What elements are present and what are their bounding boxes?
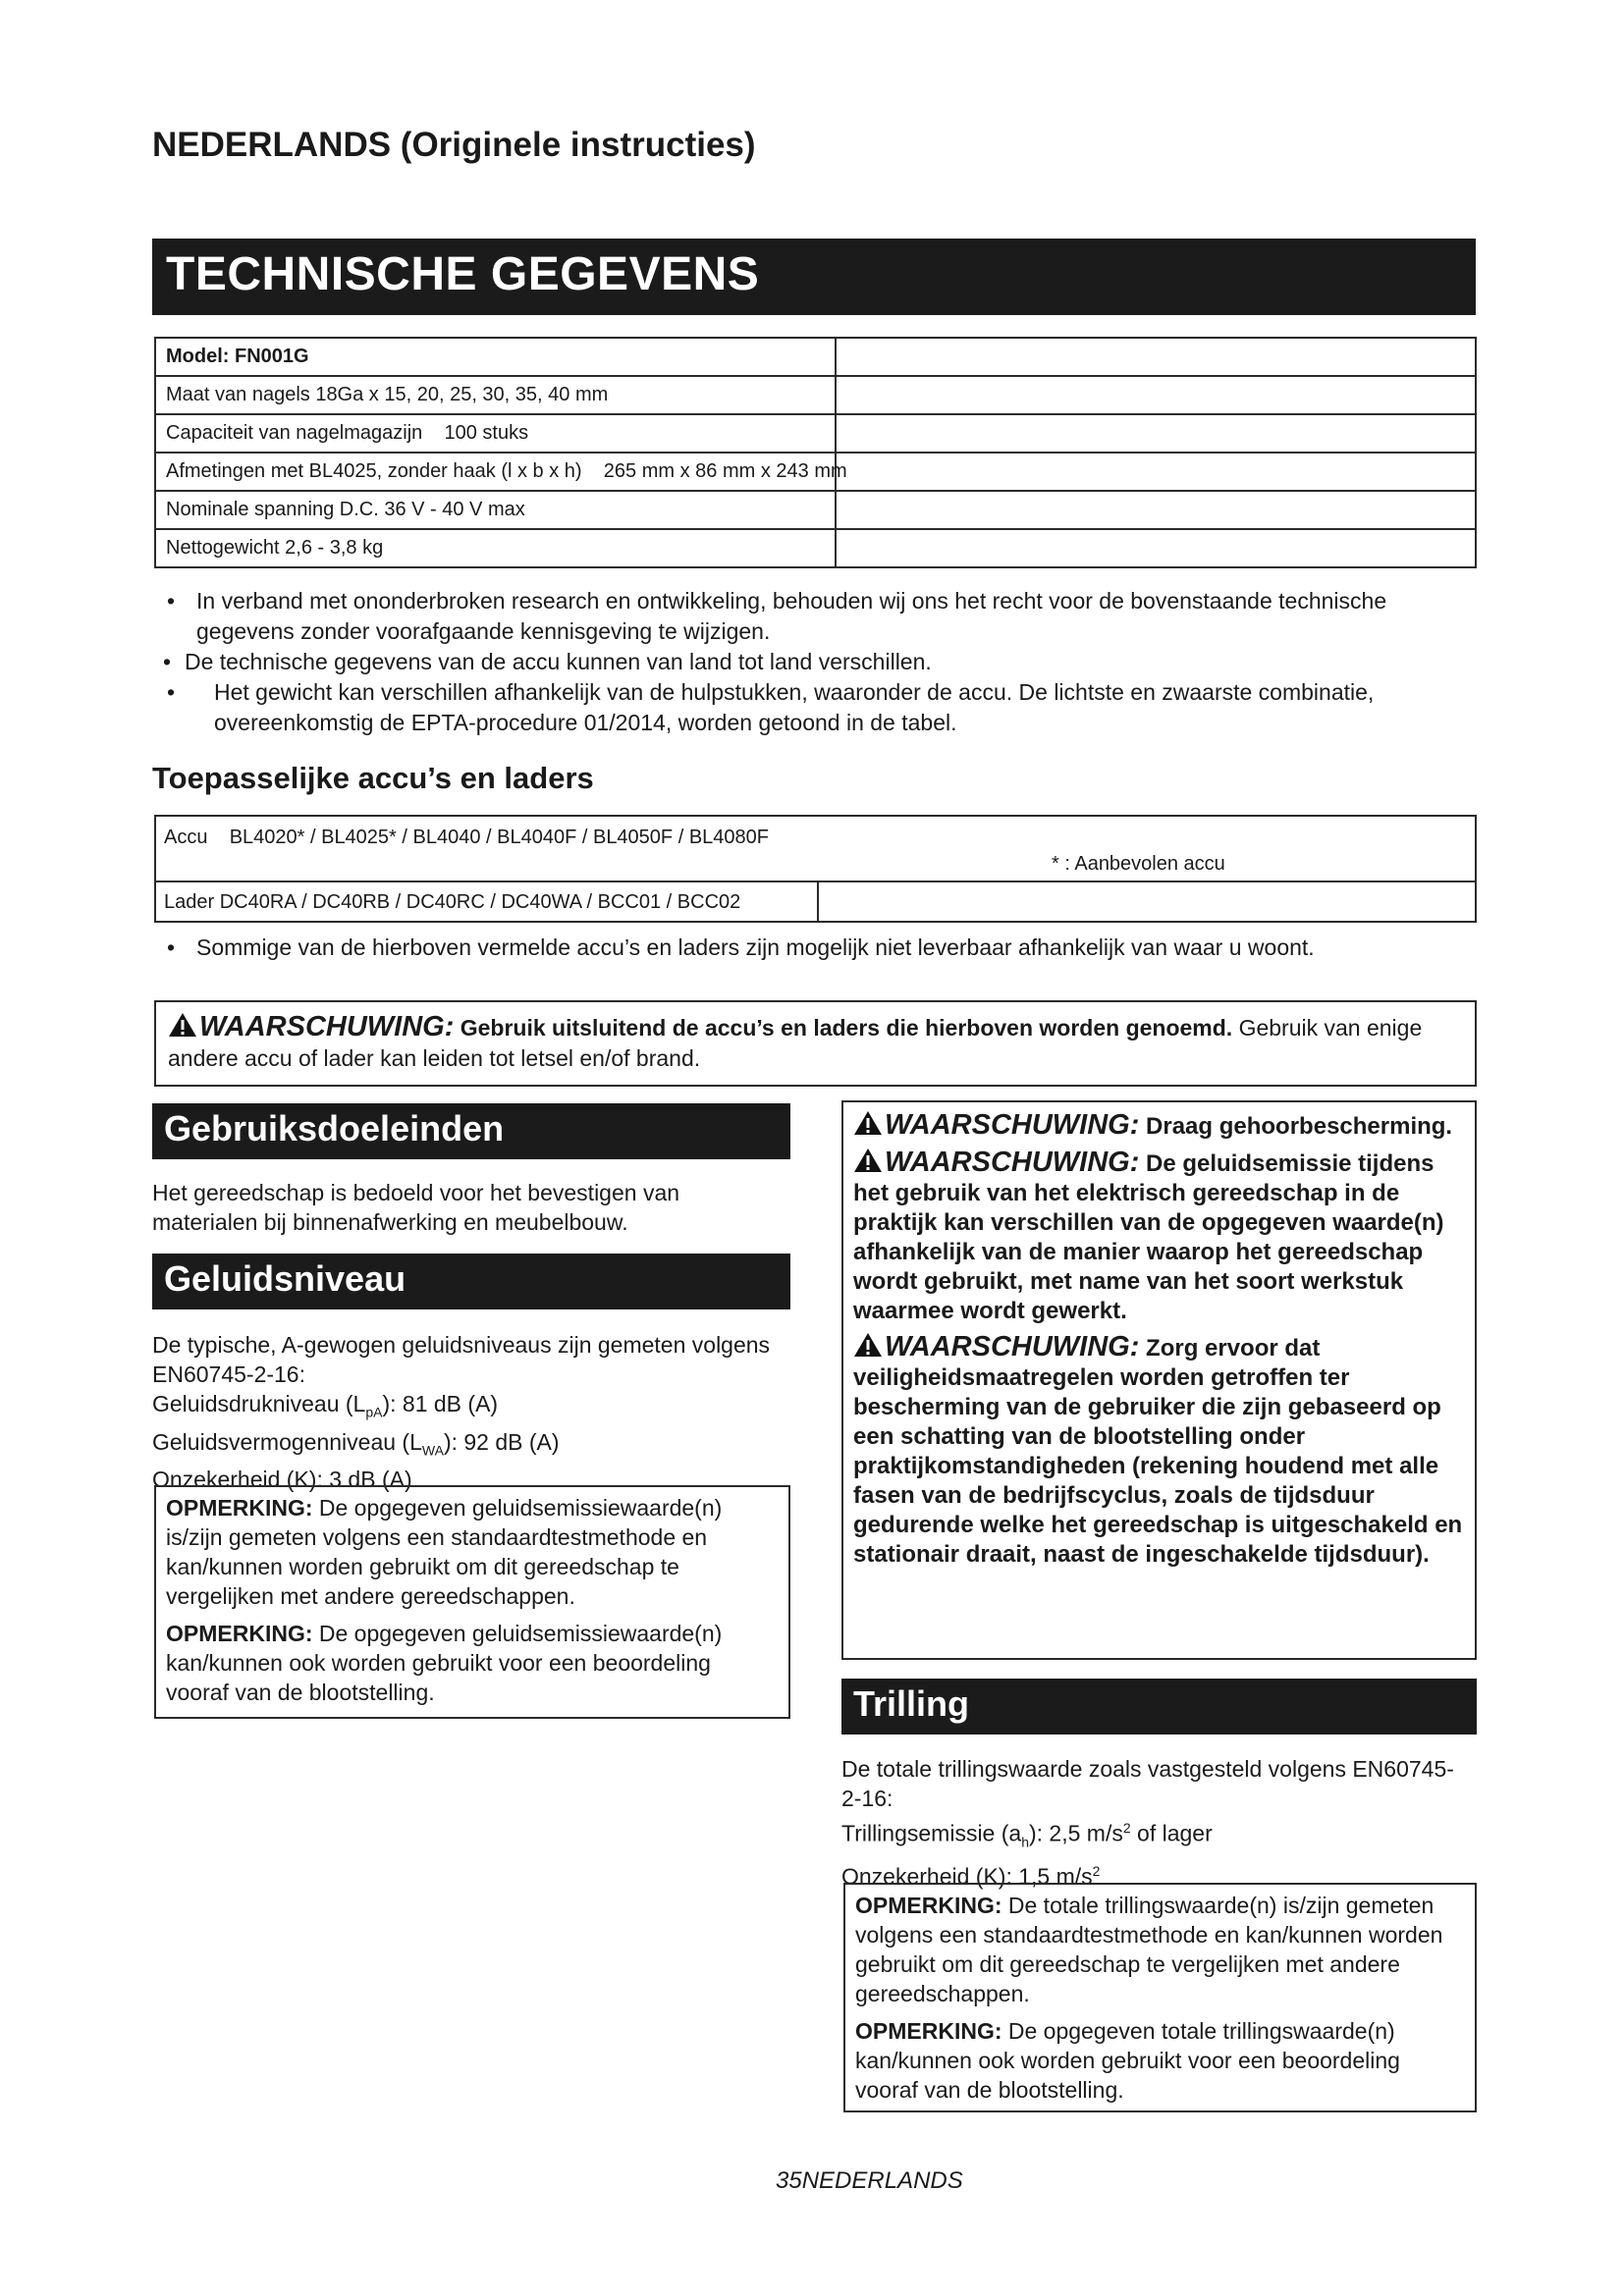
accu-row: Accu BL4020* / BL4025* / BL4040 / BL4040F / BL4050F / BL4080F <box>164 827 769 848</box>
warning-item: WAARSCHUWING: De geluidsemissie tijdens het gebruik van het elektrisch gereedschap in de praktijk kan verschillen van de opgegeven waarde(n) afhankelijk van de manier waarop het gereedschap wordt gebruikt, met name van het soort werkstuk waarmee wordt gewerkt. <box>853 1147 1444 1324</box>
warning-item: WAARSCHUWING: Zorg ervoor dat veiligheidsmaatregelen worden getroffen ter bescherming van de gebruiker die zijn gebaseerd op een schatting van de blootstelling onder praktijkomstandigheden (rekening houdend met alle fasen van de bedrijfscyclus, zoals de tijdsduur gedurende welke het gereedschap is uitgeschakeld en stationair draait, naast de ingeschakelde tijdsduur). <box>853 1331 1463 1568</box>
trilling-onzekerheid: Onzekerheid (K): 1,5 $m/s^2$ <box>841 1863 1101 1890</box>
warning-text: Gebruik van enige andere accu of lader kan leiden tot letsel en/of brand. <box>168 1015 1423 1071</box>
language-title: NEDERLANDS (Originele instructies) <box>152 126 756 164</box>
warning-icon <box>853 1332 883 1358</box>
geluid-banner: Geluidsniveau <box>152 1254 790 1309</box>
spec-notes <box>163 586 1473 738</box>
geluid-druk: Geluidsdrukniveau $(L_{pA})$: 81 dB (A) <box>152 1391 499 1420</box>
spec-cell: Capaciteit van nagelmagazijn 100 stuks <box>155 414 836 453</box>
lader-row: Lader DC40RA / DC40RB / DC40RC / DC40WA / BCC01 / BCC02 <box>164 891 741 913</box>
geluid-onzekerheid: Onzekerheid (K): 3 dB (A) <box>152 1467 412 1493</box>
noise-warnings-box <box>841 1100 1477 1660</box>
geluid-values <box>152 1330 781 1494</box>
geluid-vermogen: Geluidsvermogenniveau $(L_{WA})$: 92 dB (A) <box>152 1428 560 1459</box>
gebruik-text: Het gereedschap is bedoeld voor het bevestigen van materialen bij binnenafwerking en meubelbouw. <box>152 1180 680 1235</box>
spec-cell: Nominale spanning D.C. 36 V - 40 V max <box>155 491 836 529</box>
spec-model: Model: FN001G <box>155 338 836 376</box>
battery-table <box>154 815 1477 923</box>
page-footer: 35NEDERLANDS <box>776 2167 963 2194</box>
table-row <box>155 338 1476 376</box>
spec-cell: Nettogewicht 2,6 - 3,8 kg <box>155 529 836 567</box>
table-row <box>155 414 1476 453</box>
list-item: • In verband met ononderbroken research en ontwikkeling, behouden wij ons het recht voor de bovenstaande technische gegevens zonder voorafgaande kennisgeving te wijzigen. <box>167 588 1387 644</box>
main-title-banner: TECHNISCHE GEGEVENS <box>152 239 1476 315</box>
warning-icon <box>168 1012 197 1038</box>
trilling-values <box>841 1754 1470 1892</box>
note: OPMERKING: De opgegeven geluidsemissiewaarde(n) kan/kunnen ook worden gebruikt voor een beoordeling vooraf van de blootstelling. <box>166 1621 723 1705</box>
note: OPMERKING: De opgegeven geluidsemissiewaarde(n) is/zijn gemeten volgens een standaardtestmethode en kan/kunnen worden gebruikt om dit gereedschap te vergelijken met andere gereedschappen. <box>166 1495 723 1609</box>
list-item: • De technische gegevens van de accu kunnen van land tot land verschillen. <box>163 649 932 674</box>
geluid-intro: De typische, A-gewogen geluidsniveaus zijn gemeten volgens EN60745-2-16: <box>152 1332 771 1387</box>
spec-cell: Maat van nagels 18Ga x 15, 20, 25, 30, 35, 40 mm <box>155 376 836 414</box>
warning-icon <box>853 1148 883 1173</box>
warning-icon <box>853 1110 883 1136</box>
spec-table <box>154 337 1477 568</box>
geluid-note-box <box>154 1485 790 1719</box>
trilling-note-box <box>843 1883 1477 2112</box>
battery-warning-box <box>154 1000 1477 1087</box>
table-row <box>155 491 1476 529</box>
list-item: • Sommige van de hierboven vermelde accu’s en laders zijn mogelijk niet leverbaar afhankelijk van waar u woont. <box>167 934 1315 960</box>
table-divider <box>156 881 1475 882</box>
spec-dimensions: Afmetingen met BL4025, zonder haak (l x b x h) 265 mm x 86 mm x 243 mm <box>166 460 847 482</box>
gebruik-banner: Gebruiksdoeleinden <box>152 1103 790 1159</box>
warning-item: WAARSCHUWING: Draag gehoorbescherming. <box>853 1110 1465 1142</box>
table-row <box>155 376 1476 414</box>
note: OPMERKING: De opgegeven totale trillingswaarde(n) kan/kunnen ook worden gebruikt voor een beoordeling vooraf van de blootstelling. <box>855 2018 1400 2103</box>
warning-label: WAARSCHUWING: <box>199 1011 455 1042</box>
table-row <box>155 453 1476 491</box>
recommended-note: * : Aanbevolen accu <box>1052 853 1225 875</box>
list-item: • Het gewicht kan verschillen afhankelijk van de hulpstukken, waaronder de accu. De lichtste en zwaarste combinatie, overeenkomstig de EPTA-procedure 01/2014, worden getoond in de tabel. <box>167 679 1375 735</box>
trilling-intro: De totale trillingswaarde zoals vastgesteld volgens EN60745-2-16: <box>841 1756 1454 1811</box>
battery-section-title: Toepasselijke accu’s en laders <box>152 761 594 795</box>
table-row <box>155 529 1476 567</box>
trilling-emissie: Trillingsemissie $(a_h)$: 2,5 $m/s^2$ of lager <box>841 1820 1213 1850</box>
table-divider <box>817 881 819 923</box>
warning-bold-text: Gebruik uitsluitend de accu’s en laders die hierboven worden genoemd. <box>460 1015 1233 1041</box>
battery-note <box>167 933 1463 963</box>
note: OPMERKING: De totale trillingswaarde(n) is/zijn gemeten volgens een standaardtestmethode en kan/kunnen worden gebruikt om dit gereedschap te vergelijken met andere gereedschappen. <box>855 1893 1443 2006</box>
trilling-banner: Trilling <box>841 1679 1477 1735</box>
spec-cell <box>155 453 847 491</box>
